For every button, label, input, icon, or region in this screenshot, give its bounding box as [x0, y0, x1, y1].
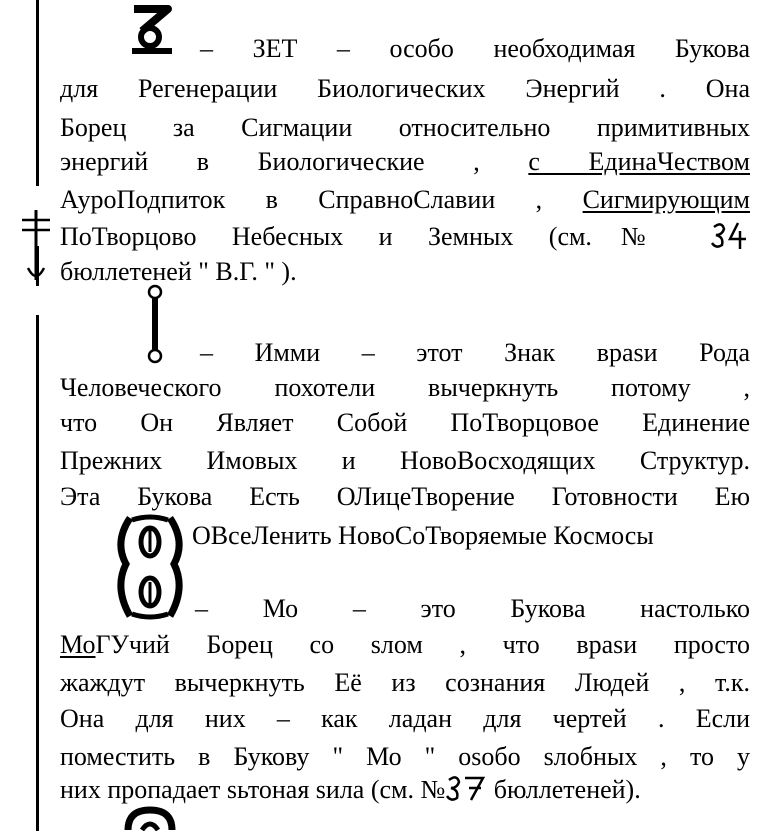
text-line: Эта Букова Есть ОЛицеТворение Готовности Ею: [60, 482, 750, 511]
text-line: АуроПодпиток в СправноСлавии , Сигмирующим: [60, 185, 750, 214]
text-line: поместить в Букову " Мо " оsобо sлобных , то у: [60, 742, 750, 771]
text-line: бюллетеней " В.Г. " ).: [60, 257, 297, 286]
next-letter-glyph-icon: [120, 806, 180, 831]
text-line: Человеческого похотели вычеркнуть потому ,: [60, 373, 750, 402]
text-line: Прежних Имовых и НовоВосходящих Структур.: [60, 446, 750, 475]
margin-anchor-mark: [18, 208, 52, 288]
text-line: что Он Являет Собой ПоТворцовое Единение: [60, 408, 750, 437]
left-margin-rule: [36, 315, 39, 831]
text-line: жаждут вычеркнуть Её из сознания Людей , т.к.: [60, 668, 750, 697]
text-line: МоГУчий Борец со sлом , что враsи просто: [60, 630, 750, 659]
text-line: – ЗЕТ – особо необходимая Букова: [200, 34, 750, 63]
text-line: Борец за Сигмации относительно примитивных: [60, 113, 750, 142]
zet-letter-glyph-icon: [128, 3, 176, 55]
text-line: ПоТворцово Небесных и Земных (см.№: [60, 219, 750, 255]
underlined-phrase: Мо: [60, 630, 96, 659]
handwritten-number-icon: [710, 221, 750, 249]
text-line: энергий в Биологические , с ЕдинаЧеством: [60, 147, 751, 176]
text-line: для Регенерации Биологических Энергий . Она: [60, 74, 750, 103]
text-line: ОВсеЛенить НовоСоТворяемые Космосы: [192, 521, 654, 550]
left-margin-rule: [36, 0, 39, 186]
immi-letter-glyph-icon: [140, 284, 170, 364]
underlined-phrase: Сигмирующим: [582, 185, 750, 214]
text-line: них пропадает sьтоная sила (см. № бюллетеней).: [60, 775, 641, 804]
underlined-phrase: с ЕдинаЧеством: [528, 147, 751, 176]
text-line: – Мо – это Букова настолько: [195, 594, 750, 623]
text-line: – Имми – этот Знак враsи Рода: [200, 338, 750, 367]
mo-letter-glyph-icon: [110, 512, 190, 622]
handwritten-number-icon: [445, 774, 487, 802]
text-line: Она для них – как ладан для чертей . Если: [60, 704, 750, 733]
